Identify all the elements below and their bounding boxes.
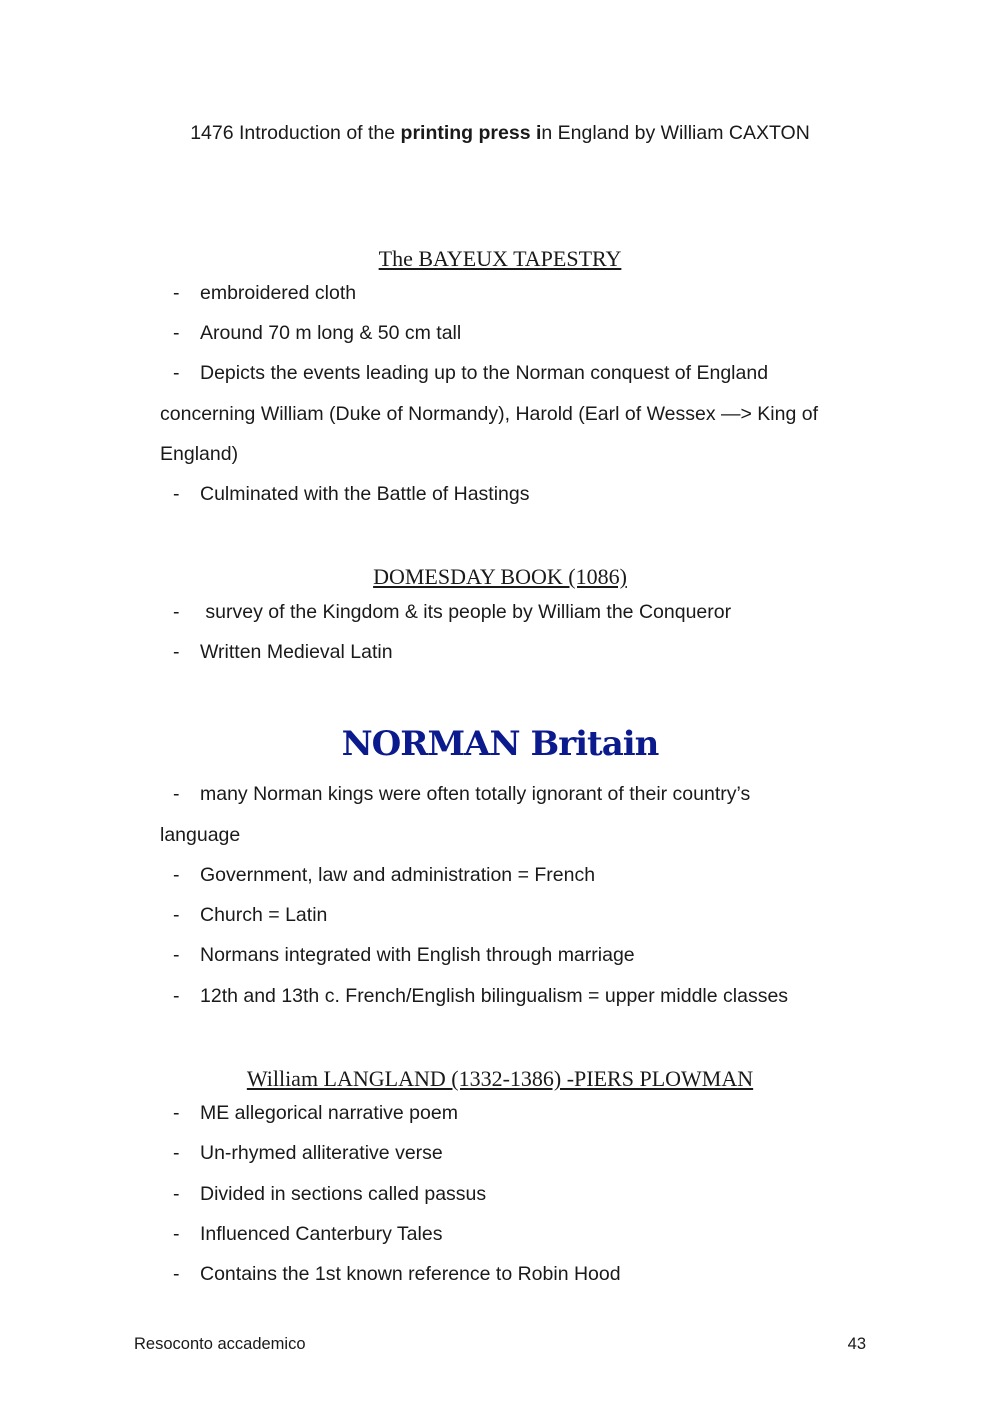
bullet-text: Depicts the events leading up to the Norman conquest of England — [200, 362, 769, 384]
bullet-dash: - — [173, 864, 180, 886]
bullet-text: Written Medieval Latin — [200, 641, 393, 663]
bullet-text: Divided in sections called passus — [200, 1183, 487, 1205]
page-number: 43 — [847, 1335, 866, 1353]
bullet-dash: - — [173, 904, 180, 926]
bullet-continuation: England) — [160, 443, 239, 465]
section-title: NORMAN Britain — [341, 724, 659, 764]
bullet-text: Government, law and administration = French — [200, 864, 596, 886]
bullet-dash: - — [173, 282, 180, 304]
footer-title: Resoconto accademico — [134, 1335, 306, 1353]
bullet-continuation: language — [160, 824, 241, 846]
bullet-text: Church = Latin — [200, 904, 328, 926]
bullet-dash: - — [173, 1102, 180, 1124]
intro-suffix: n England by William CAXTON — [541, 122, 810, 144]
intro-prefix: 1476 Introduction of the — [190, 122, 401, 144]
langland-heading: William LANGLAND (1332-1386) -PIERS PLOWMAN — [246, 1066, 754, 1091]
bullet-dash: - — [173, 322, 180, 344]
bullet-dash: - — [173, 944, 180, 966]
bullet-text: Culminated with the Battle of Hastings — [200, 483, 530, 505]
bullet-text: ME allegorical narrative poem — [200, 1102, 458, 1124]
bullet-dash: - — [173, 1183, 180, 1205]
bullet-dash: - — [173, 783, 180, 805]
intro-bold: printing press i — [400, 122, 542, 144]
bullet-dash: - — [173, 601, 180, 623]
bullet-dash: - — [173, 483, 180, 505]
bullet-text: Un-rhymed alliterative verse — [200, 1142, 443, 1164]
bullet-dash: - — [173, 1223, 180, 1245]
bullet-dash: - — [173, 1263, 180, 1285]
bullet-text: survey of the Kingdom & its people by William the Conqueror — [200, 601, 732, 623]
bullet-dash: - — [173, 1142, 180, 1164]
bullet-text: embroidered cloth — [200, 282, 357, 304]
domesday-heading: DOMESDAY BOOK (1086) — [373, 564, 627, 589]
bullet-text: Contains the 1st known reference to Robin Hood — [200, 1263, 621, 1285]
bullet-dash: - — [173, 985, 180, 1007]
bullet-text: Normans integrated with English through marriage — [200, 944, 635, 966]
bullet-text: Influenced Canterbury Tales — [200, 1223, 443, 1245]
bayeux-heading: The BAYEUX TAPESTRY — [378, 246, 622, 271]
bullet-continuation: concerning William (Duke of Normandy), Harold (Earl of Wessex —> King of — [160, 403, 819, 425]
intro-line — [0, 122, 1000, 145]
bullet-text: many Norman kings were often totally ignorant of their country’s — [200, 783, 751, 805]
bullet-text: Around 70 m long & 50 cm tall — [200, 322, 462, 344]
bullet-dash: - — [173, 641, 180, 663]
bullet-text: 12th and 13th c. French/English bilingualism = upper middle classes — [200, 985, 789, 1007]
bullet-dash: - — [173, 362, 180, 384]
